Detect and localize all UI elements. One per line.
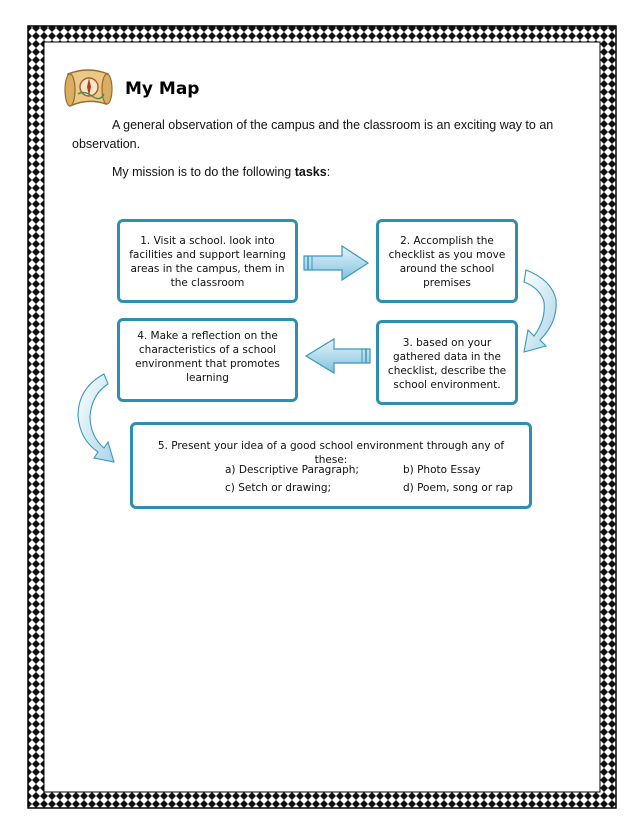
option-c: c) Setch or drawing; [225, 482, 332, 494]
map-scroll-icon [62, 64, 114, 112]
option-b: b) Photo Essay [403, 464, 481, 476]
mission-statement [112, 163, 330, 182]
option-d: d) Poem, song or rap [403, 482, 513, 494]
mission-bold-word: tasks [294, 165, 327, 179]
mission-suffix: : [326, 165, 331, 179]
step-2-box: 2. Accomplish the checklist as you move around the school premises [376, 219, 518, 303]
step-5-box [130, 422, 532, 509]
step-3-box: 3. based on your gathered data in the checklist, describe the school environment. [376, 320, 518, 405]
option-a: a) Descriptive Paragraph; [225, 464, 359, 476]
mission-prefix: My mission is to do the following [112, 165, 295, 179]
step-5-text: 5. Present your idea of a good school environment through any of these: [157, 440, 505, 466]
page-title: My Map [125, 79, 200, 99]
intro-paragraph: A general observation of the campus and the classroom is an exciting way to an observation. [72, 118, 554, 151]
step-1-box: 1. Visit a school. look into facilities and support learning areas in the campus, them in the classroom [117, 219, 298, 303]
step-4-box: 4. Make a reflection on the characteristics of a school environment that promotes learning [117, 318, 298, 402]
